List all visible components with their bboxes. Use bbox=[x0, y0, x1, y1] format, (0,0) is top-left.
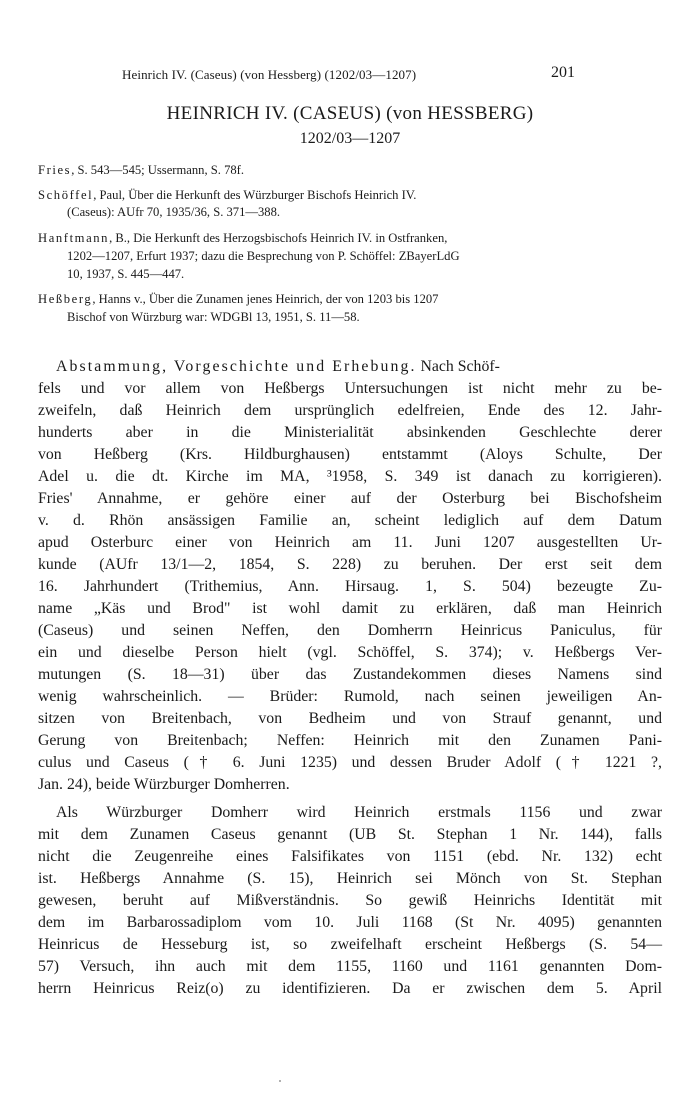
body-line: hunderts aber in die Ministerialität absinkenden Geschlechte derer bbox=[38, 424, 662, 441]
literature-author: Fries bbox=[38, 163, 72, 177]
body-line: herrn Heinricus Reiz(o) zu identifizieren. Da er zwischen dem 5. April bbox=[38, 980, 662, 997]
literature-text: , B., Die Herkunft des Herzogsbischofs Heinrich IV. in Ostfranken, bbox=[109, 231, 448, 245]
literature-text: (Caseus): AUfr 70, 1935/36, S. 371—388. bbox=[67, 205, 281, 219]
body-line: Jan. 24), beide Würzburger Domherren. bbox=[38, 776, 290, 793]
literature-author: Hanftmann bbox=[38, 231, 110, 245]
body-line: sitzen von Breitenbach, von Bedheim und von Strauf genannt, und bbox=[38, 710, 662, 727]
body-line: mit dem Zunamen Caseus genannt (UB St. Stephan 1 Nr. 144), falls bbox=[38, 826, 662, 843]
body-line: apud Osterburc einer von Heinrich am 11. Juni 1207 ausgestellten Ur- bbox=[38, 534, 662, 551]
running-head: Heinrich IV. (Caseus) (von Hessberg) (1202/03—1207) bbox=[122, 67, 417, 82]
body-line: Gerung von Breitenbach; Neffen: Heinrich mit den Zunamen Pani- bbox=[38, 732, 662, 749]
body-line: fels und vor allem von Heßbergs Untersuchungen ist nicht mehr zu be- bbox=[38, 380, 662, 397]
literature-text: , S. 543—545; Ussermann, S. 78f. bbox=[71, 163, 245, 177]
page-number: 201 bbox=[551, 64, 575, 81]
body-line: 57) Versuch, ihn auch mit dem 1155, 1160 und 1161 genannten Dom- bbox=[38, 958, 662, 975]
literature-author: Schöffel bbox=[38, 188, 94, 202]
literature-entry bbox=[38, 162, 244, 179]
body-line: nicht die Zeugenreihe eines Falsifikates von 1151 (ebd. Nr. 132) echt bbox=[38, 848, 662, 865]
scan-speck bbox=[279, 1080, 281, 1082]
literature-text: 1202—1207, Erfurt 1937; dazu die Besprechung von P. Schöffel: ZBayerLdG bbox=[67, 249, 460, 263]
literature-entry bbox=[38, 230, 447, 247]
literature-text: 10, 1937, S. 445—447. bbox=[67, 267, 185, 281]
body-line: Als Würzburger Domherr wird Heinrich erstmals 1156 und zwar bbox=[56, 804, 662, 821]
body-line: kunde (AUfr 13/1—2, 1854, S. 228) zu beruhen. Der erst seit dem bbox=[38, 556, 662, 573]
body-line: Adel u. die dt. Kirche im MA, ³1958, S. 349 ist danach zu korrigieren). bbox=[38, 468, 662, 485]
body-line: dem im Barbarossadiplom vom 10. Juli 1168 (St Nr. 4095) genannten bbox=[38, 914, 662, 931]
body-line: culus und Caseus († 6. Juni 1235) und dessen Bruder Adolf († 1221 ?, bbox=[38, 754, 662, 771]
literature-author: Heßberg bbox=[38, 292, 93, 306]
section-heading: Abstammung, Vorgeschichte und Erhebung. bbox=[56, 358, 417, 375]
body-line: Heinricus de Hesseburg ist, so zweifelhaft erscheint Heßbergs (S. 54— bbox=[38, 936, 662, 953]
literature-text: , Paul, Über die Herkunft des Würzburger Bischofs Heinrich IV. bbox=[93, 188, 417, 202]
body-line: v. d. Rhön ansässigen Familie an, scheint lediglich auf dem Datum bbox=[38, 512, 662, 529]
body-line: name „Käs und Brod" ist wohl damit zu erklären, daß man Heinrich bbox=[38, 600, 662, 617]
body-line: mutungen (S. 18—31) über das Zustandekommen dieses Namens sind bbox=[38, 666, 662, 683]
body-line: Fries' Annahme, er gehöre einer auf der Osterburg bei Bischofsheim bbox=[38, 490, 662, 507]
body-line: 16. Jahrhundert (Trithemius, Ann. Hirsaug. 1, S. 504) bezeugte Zu- bbox=[38, 578, 662, 595]
literature-text: , Hanns v., Über die Zunamen jenes Heinrich, der von 1203 bis 1207 bbox=[92, 292, 439, 306]
body-line: zweifeln, daß Heinrich dem ursprünglich edelfreien, Ende des 12. Jahr- bbox=[38, 402, 662, 419]
body-line: (Caseus) und seinen Neffen, den Domherrn Heinricus Paniculus, für bbox=[38, 622, 662, 639]
body-line: Abstammung, Vorgeschichte und Erhebung. Nach Schöf- bbox=[56, 358, 500, 375]
page-title: HEINRICH IV. (CASEUS) (von HESSBERG) bbox=[166, 103, 534, 124]
literature-text: Bischof von Würzburg war: WDGBl 13, 1951, S. 11—58. bbox=[67, 310, 360, 324]
body-line: ein und dieselbe Person hielt (vgl. Schöffel, S. 374); v. Heßbergs Ver- bbox=[38, 644, 662, 661]
body-line: von Heßberg (Krs. Hildburghausen) entstammt (Aloys Schulte, Der bbox=[38, 446, 662, 463]
page-subtitle: 1202/03—1207 bbox=[299, 130, 401, 147]
body-line: wenig wahrscheinlich. — Brüder: Rumold, nach seinen jeweiligen An- bbox=[38, 688, 662, 705]
body-line: gewesen, beruht auf Mißverständnis. So gewiß Heinrichs Identität mit bbox=[38, 892, 662, 909]
literature-entry bbox=[38, 187, 416, 204]
literature-entry bbox=[38, 291, 438, 308]
body-line: ist. Heßbergs Annahme (S. 15), Heinrich sei Mönch von St. Stephan bbox=[38, 870, 662, 887]
